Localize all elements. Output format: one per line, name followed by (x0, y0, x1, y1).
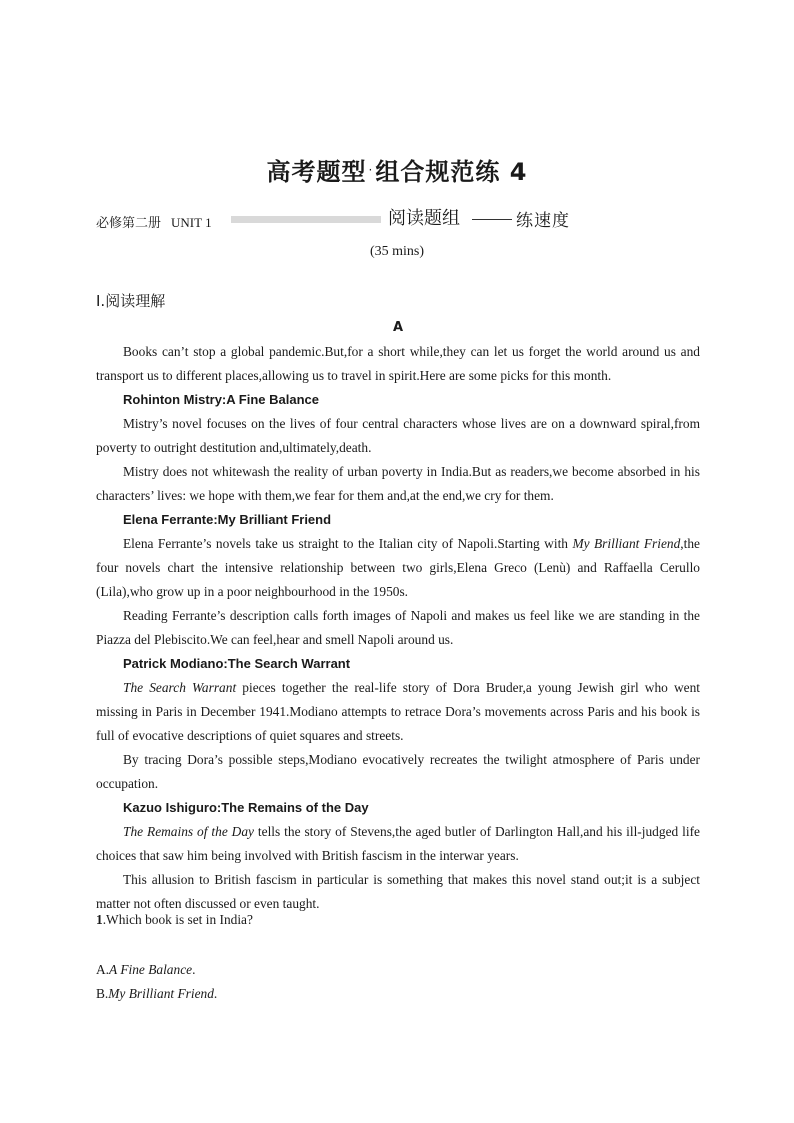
option-a: A.A Fine Balance. (96, 962, 196, 977)
book-heading: Kazuo Ishiguro:The Remains of the Day (123, 800, 369, 815)
paragraph: By tracing Dora’s possible steps,Modiano evocatively recreates the twilight atmosphere of Paris under occupation. (96, 752, 700, 791)
paragraph: Mistry does not whitewash the reality of urban poverty in India.But as readers,we become absorbed in his characters’ lives: we hope with them,we fear for them and,at the end,we cry for them. (96, 464, 700, 503)
dash-divider (472, 219, 512, 220)
paragraph: The Search Warrant pieces together the real-life story of Dora Bruder,a young Jewish girl who went missing in Paris in December 1941.Modiano attempts to retrace Dora’s movements across Paris and his book is full of evocative descriptions of quiet squares and streets. (96, 680, 700, 743)
book-heading: Patrick Modiano:The Search Warrant (123, 656, 351, 671)
book-heading: Rohinton Mistry:A Fine Balance (123, 392, 319, 407)
part-title: Ⅰ.阅读理解 (96, 292, 166, 310)
question: 1.Which book is set in India? (96, 912, 253, 927)
section-header (96, 204, 716, 234)
page-title: 高考题型 ·组合规范练 4 (266, 158, 528, 186)
section-subtitle: 练速度 (516, 211, 570, 231)
passage-label: A (392, 320, 404, 335)
paragraph: Elena Ferrante’s novels take us straight to the Italian city of Napoli.Starting with My Brilliant Friend,the four novels chart the intensive relationship between two girls,Elena Greco (Lenù) and Raffaella Cerullo (Lila),who grow up in a poor neighbourhood in the 1950s. (96, 536, 701, 599)
time-limit: (35 mins) (369, 244, 425, 259)
paragraph: The Remains of the Day tells the story of Stevens,the aged butler of Darlington Hall,and his ill-judged life choices that saw him being involved with British fascism in the interwar years. (96, 824, 700, 863)
paragraph: Reading Ferrante’s description calls forth images of Napoli and makes us feel like we are standing in the Piazza del Plebiscito.We can feel,hear and smell Napoli around us. (96, 608, 700, 647)
book-unit: 必修第二册 UNIT 1 (96, 215, 212, 231)
paragraph: Mistry’s novel focuses on the lives of four central characters whose lives are on a downward spiral,from poverty to outright destitution and,ultimately,death. (96, 416, 700, 455)
reading-passage (96, 316, 700, 916)
option-b: B.My Brilliant Friend. (96, 986, 218, 1001)
section-title: 阅读题组 (388, 208, 460, 229)
book-heading: Elena Ferrante:My Brilliant Friend (123, 512, 332, 527)
paragraph: This allusion to British fascism in particular is something that makes this novel stand out;it is a subject matter not often discussed or even taught. (96, 872, 700, 911)
intro-paragraph: Books can’t stop a global pandemic.But,for a short while,they can let us forget the world around us and transport us to different places,allowing us to travel in spirit.Here are some picks for this month. (96, 344, 700, 383)
decorative-bar (231, 216, 381, 223)
